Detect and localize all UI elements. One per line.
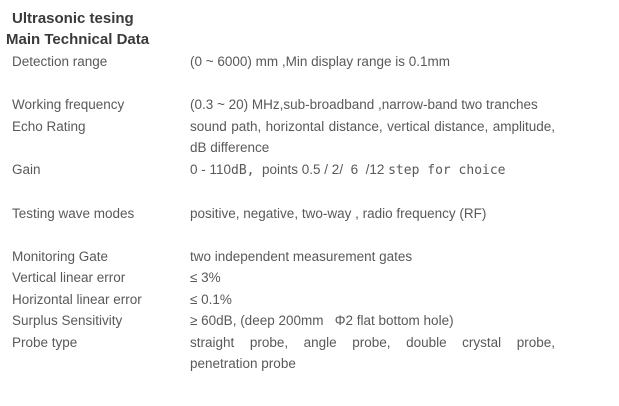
row-value (190, 203, 555, 225)
row-value-segment: dB, (231, 162, 255, 178)
table-row (12, 203, 555, 225)
row-label: Horizontal linear error (12, 291, 142, 307)
table-row (12, 116, 555, 159)
page-title: Ultrasonic tesing (12, 10, 134, 27)
row-value-segment: ≤ 0.1% (190, 291, 232, 307)
spec-table (12, 51, 555, 375)
row-value (190, 94, 555, 116)
row-value-segment: step for choice (388, 162, 506, 178)
row-value-segment: sound path, horizontal distance, vertical distance, amplitude, dB difference (190, 118, 555, 155)
row-value-segment: 0 - 110 (190, 161, 232, 177)
row-value (190, 332, 555, 375)
table-row (12, 246, 555, 268)
table-row (12, 94, 555, 116)
row-value-segment: two independent measurement gates (190, 248, 413, 264)
table-row (12, 159, 555, 182)
row-value (190, 246, 555, 268)
page-subtitle: Main Technical Data (6, 31, 150, 48)
table-row (12, 267, 555, 289)
row-value (190, 310, 555, 332)
row-value (190, 289, 555, 311)
row-label: Gain (12, 161, 41, 177)
table-row (12, 310, 555, 332)
row-label: Surplus Sensitivity (12, 313, 123, 328)
table-row (12, 51, 555, 73)
row-value-segment: positive, negative, two-way , radio frequency (RF) (190, 205, 487, 221)
row-label: Echo Rating (12, 118, 86, 134)
row-label: Monitoring Gate (12, 248, 109, 264)
row-value (190, 116, 555, 159)
row-label: Working frequency (12, 97, 125, 112)
row-label: Testing wave modes (12, 205, 135, 221)
table-row (12, 332, 555, 375)
row-value-segment: (0.3 ~ 20) MHz,sub-broadband ,narrow-band two tranches (190, 97, 538, 112)
row-label: Detection range (12, 54, 108, 69)
row-label: Probe type (12, 334, 78, 350)
row-value-segment: points 0.5 / 2/ 6 /12 (254, 161, 389, 177)
row-value-segment: (0 ~ 6000) mm ,Min display range is 0.1mm (190, 54, 450, 69)
row-value-segment: ≥ 60dB, (deep 200mm Φ2 flat bottom hole) (190, 313, 454, 328)
row-value (190, 51, 555, 73)
table-row (12, 289, 555, 311)
row-value (190, 267, 555, 289)
row-label: Vertical linear error (12, 270, 126, 285)
row-value (190, 159, 555, 182)
row-value-segment: ≤ 3% (190, 270, 221, 285)
row-value-segment: straight probe, angle probe, double crystal probe, penetration probe (190, 334, 555, 371)
